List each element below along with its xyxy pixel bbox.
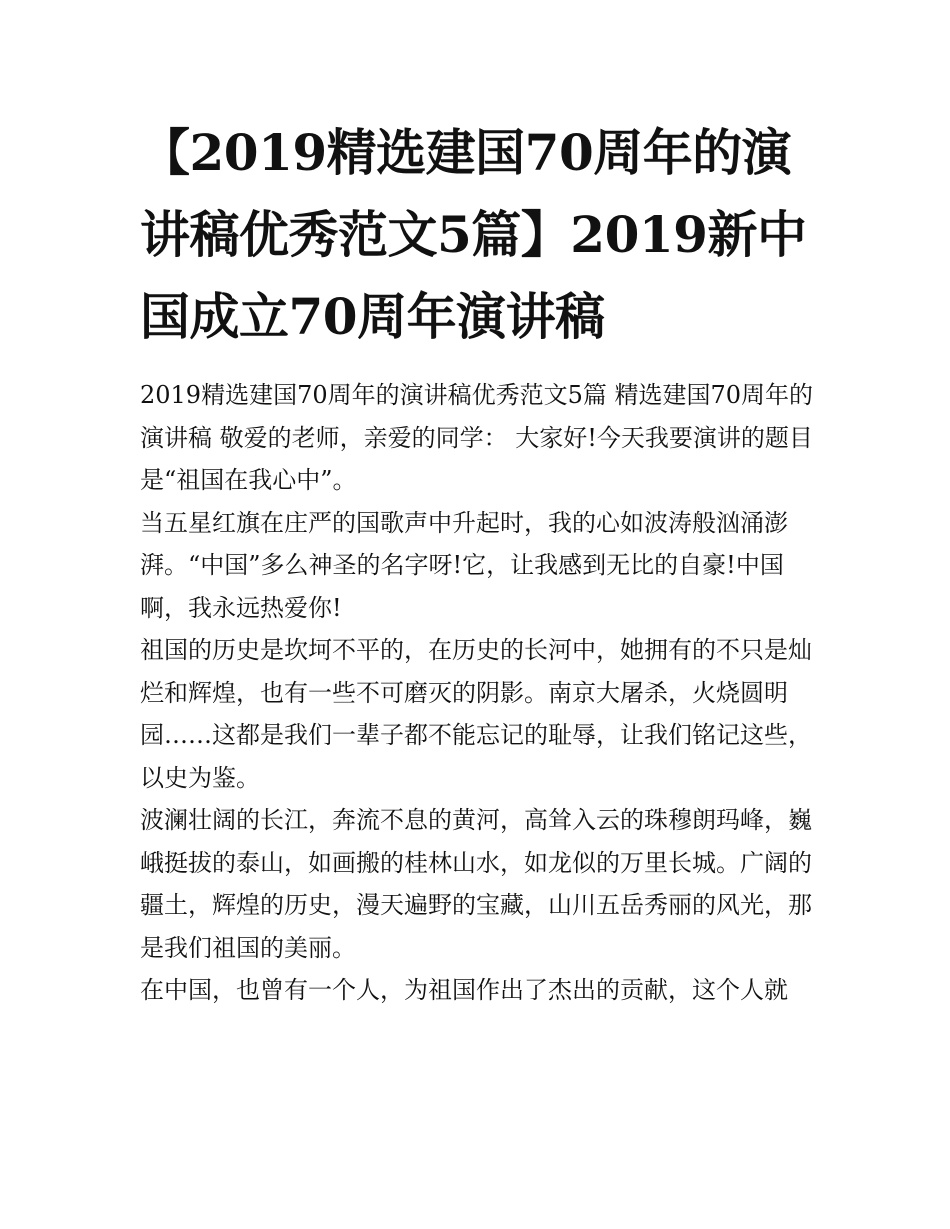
document-title: 【2019精选建国70周年的演讲稿优秀范文5篇】2019新中国成立70周年演讲稿 <box>140 123 807 346</box>
paragraph-intro: 2019精选建国70周年的演讲稿优秀范文5篇 精选建国70周年的演讲稿 敬爱的老师，亲爱的同学： 大家好!今天我要演讲的题目是“祖国在我心中”。 <box>140 381 814 494</box>
paragraph-landscape: 波澜壮阔的长江，奔流不息的黄河，高耸入云的珠穆朗玛峰，巍峨挺拔的泰山，如画搬的桂林山水，如龙似的万里长城。广阔的疆土，辉煌的历史，漫天遍野的宝藏，山川五岳秀丽的风光，那是我们祖国的美丽。 <box>140 806 812 962</box>
document-page <box>140 112 815 1012</box>
paragraph-flag: 当五星红旗在庄严的国歌声中升起时，我的心如波涛般汹涌澎湃。“中国”多么神圣的名字呀!它，让我感到无比的自豪!中国啊，我永远热爱你! <box>140 508 788 622</box>
paragraph-contribution: 在中国，也曾有一个人，为祖国作出了杰出的贡献，这个人就 <box>140 976 788 1004</box>
document-body <box>140 374 815 1012</box>
paragraph-history: 祖国的历史是坎坷不平的，在历史的长河中，她拥有的不只是灿烂和辉煌，也有一些不可磨灭的阴影。南京大屠杀，火烧圆明园……这都是我们一辈子都不能忘记的耻辱，让我们铭记这些，以史为鉴。 <box>140 636 812 792</box>
